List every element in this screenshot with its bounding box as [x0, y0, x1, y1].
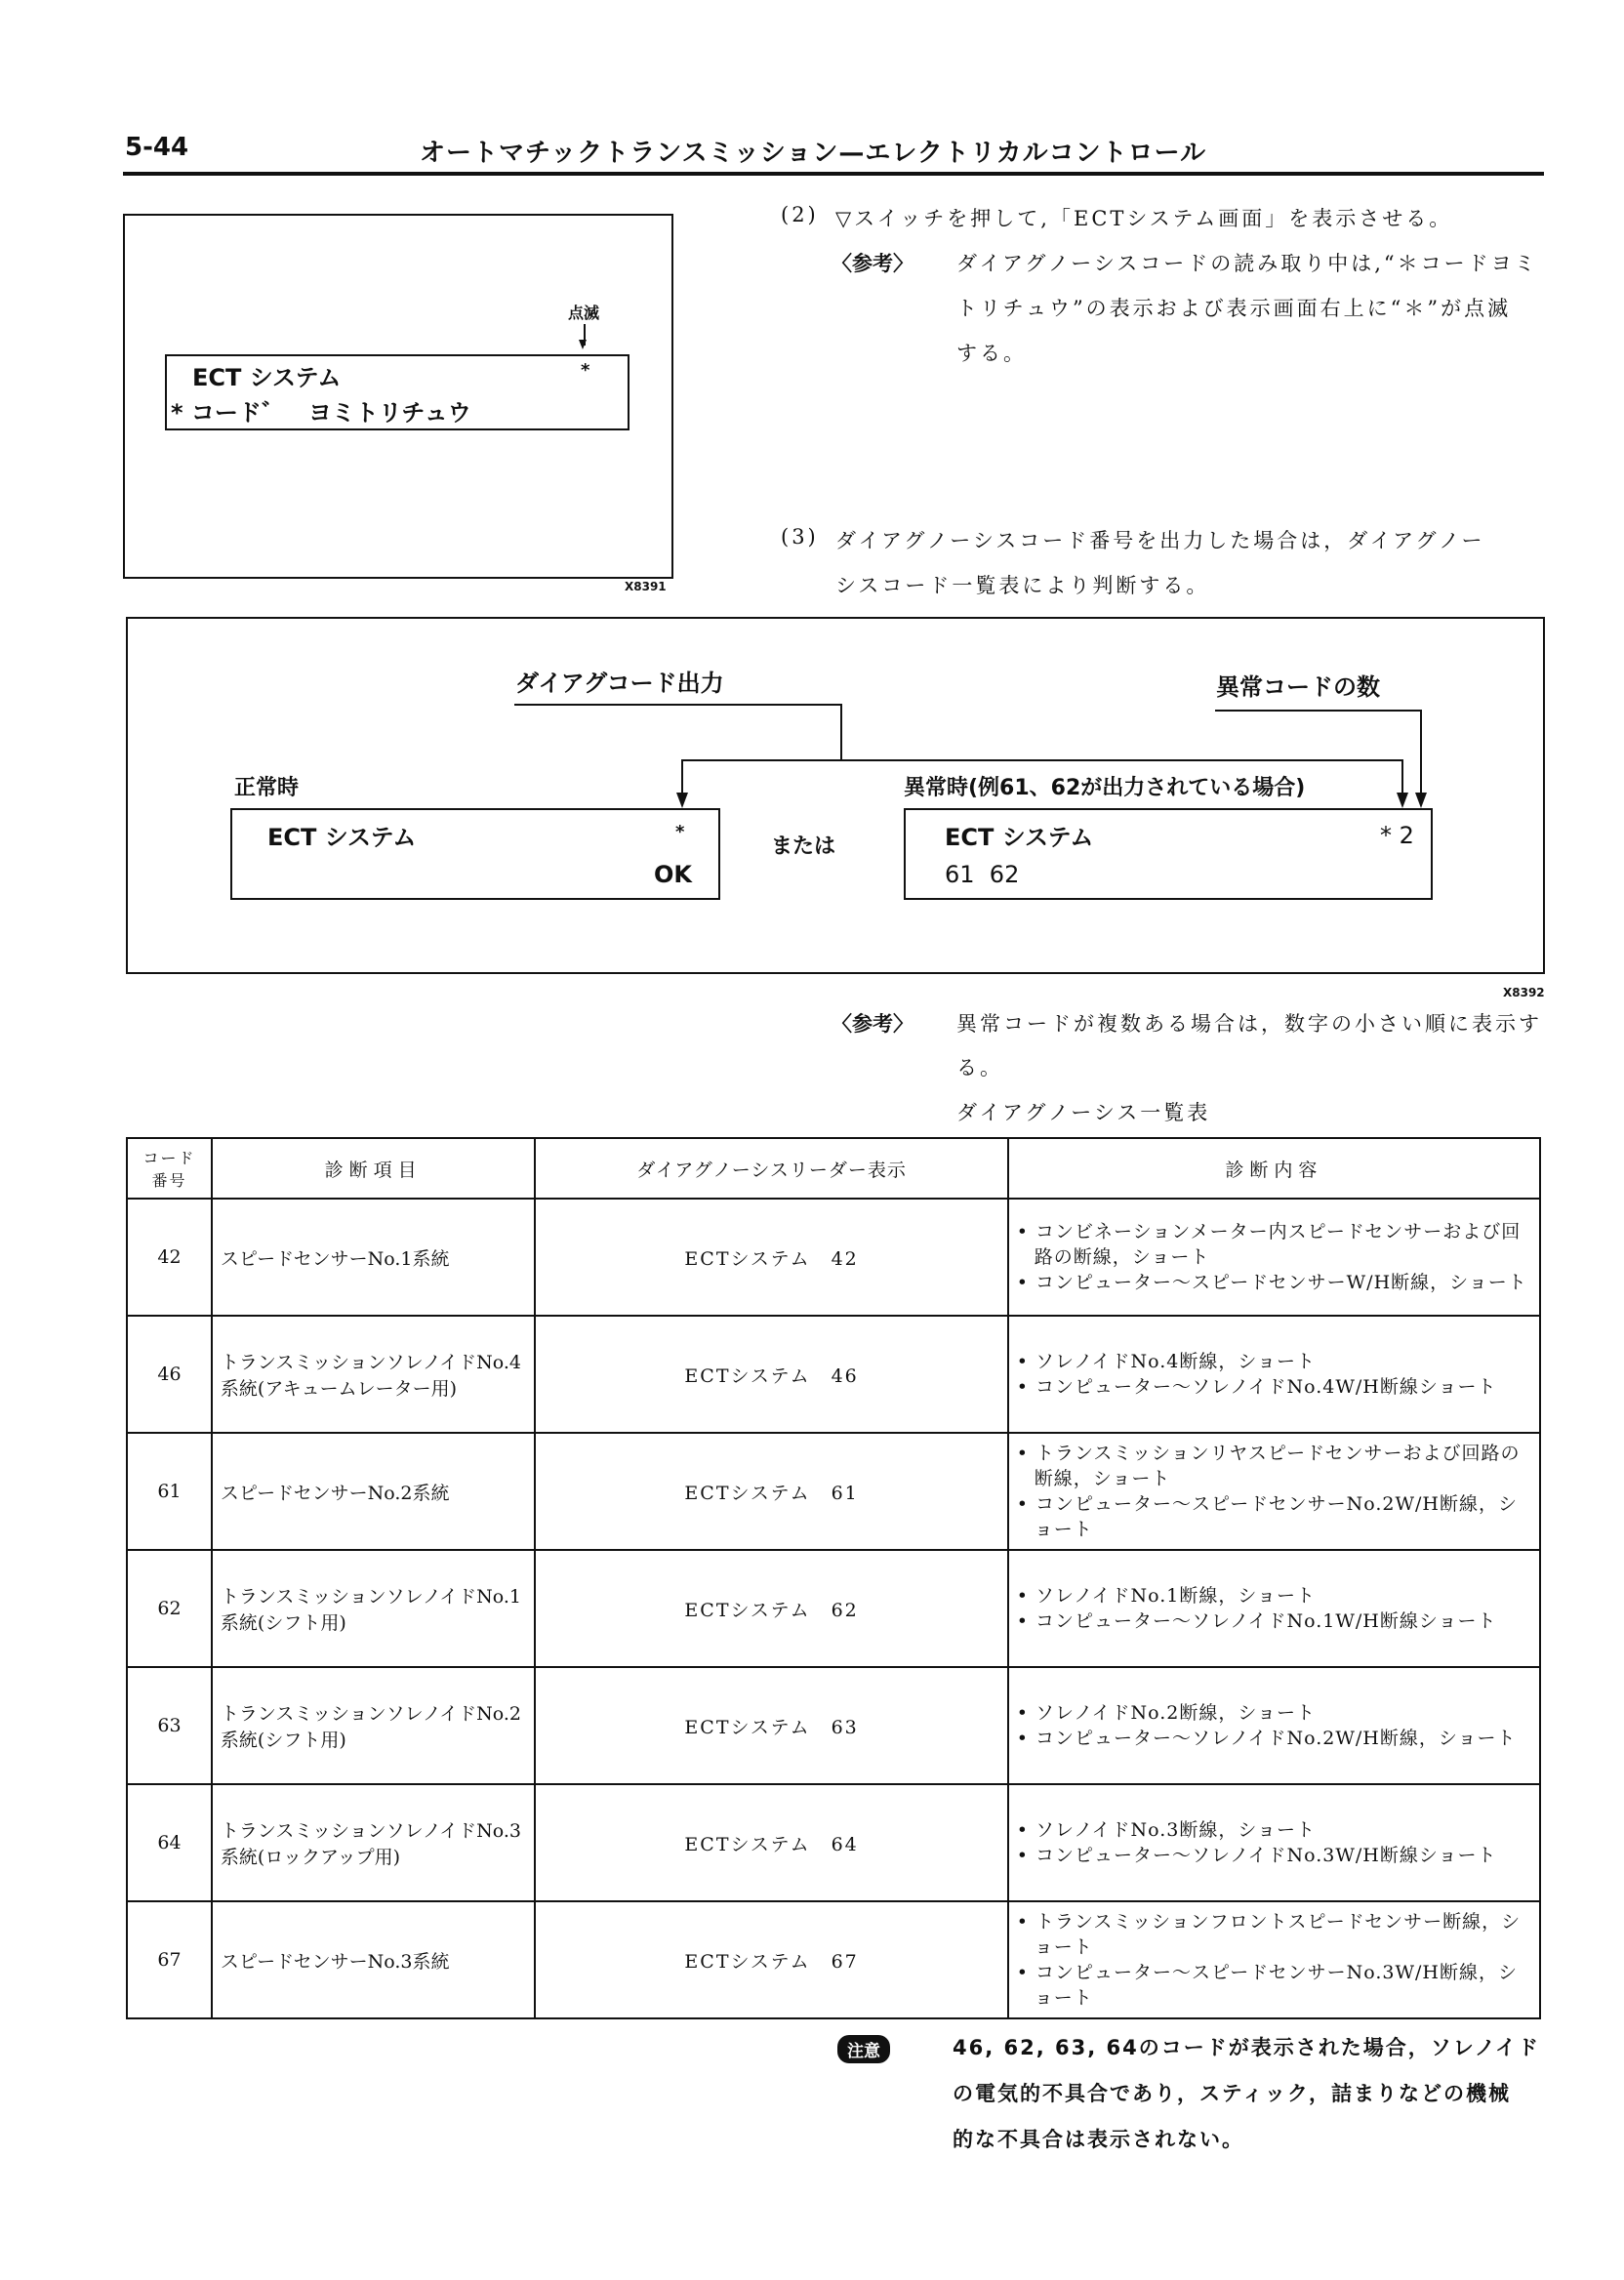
table-header-row [127, 1138, 1540, 1199]
table-row [127, 1667, 1540, 1784]
content-bullet: • ソレノイドNo.4断線，ショート [1017, 1349, 1531, 1374]
content-bullet: • コンビネーションメーター内スピードセンサーおよび回路の断線，ショート [1017, 1219, 1531, 1270]
normal-lcd [230, 808, 720, 900]
cell-code: 64 [127, 1784, 212, 1901]
note-line: 異常コードが複数ある場合は，数字の小さい順に表示す [956, 1012, 1542, 1036]
cell-reader: ECTシステム 62 [535, 1550, 1007, 1667]
normal-label: 正常時 [234, 776, 300, 800]
caution-line: 的な不具合は表示されない。 [953, 2128, 1244, 2151]
header-reader: ダイアグノーシスリーダー表示 [535, 1138, 1007, 1199]
abnormal-label: 異常時(例61、62が出力されている場合) [904, 776, 1306, 800]
note-label: 〈参考〉 [832, 252, 914, 275]
content-bullet: • コンピューター〜ソレノイドNo.4W/H断線ショート [1017, 1374, 1531, 1400]
content-bullet: • コンピューター〜ソレノイドNo.1W/H断線ショート [1017, 1608, 1531, 1634]
step3-line: ダイアグノーシスコード番号を出力した場合は，ダイアグノー [835, 529, 1485, 552]
content-list [1017, 1219, 1531, 1295]
page-title: オートマチックトランスミッション—エレクトリカルコントロール [420, 139, 1207, 168]
step2-number: (2) [781, 203, 819, 226]
lcd-mark: * [675, 822, 685, 842]
content-list [1017, 1583, 1531, 1634]
step3-line: シスコード一覧表により判断する。 [835, 574, 1210, 597]
error-count-label: 異常コードの数 [1216, 673, 1380, 701]
lcd-blink-mark: * [581, 360, 590, 381]
connector-line [681, 759, 1403, 761]
caution-line: 46, 62, 63, 64のコードが表示された場合，ソレノイド [953, 2036, 1541, 2059]
content-bullet: • コンピューター〜スピードセンサーW/H断線，ショート [1017, 1270, 1531, 1295]
table-row [127, 1901, 1540, 2018]
lcd-line1: ECT システム [192, 364, 342, 391]
cell-content [1008, 1433, 1540, 1550]
content-list [1017, 1700, 1531, 1751]
cell-code: 46 [127, 1316, 212, 1433]
cell-content [1008, 1784, 1540, 1901]
lcd-display [165, 354, 629, 430]
content-list [1017, 1349, 1531, 1400]
cell-item: トランスミッションソレノイドNo.4系統(アキュームレーター用) [212, 1316, 536, 1433]
content-bullet: • ソレノイドNo.3断線，ショート [1017, 1817, 1531, 1843]
content-bullet: • コンピューター〜ソレノイドNo.3W/H断線ショート [1017, 1843, 1531, 1868]
content-bullet: • コンピューター〜ソレノイドNo.2W/H断線，ショート [1017, 1726, 1531, 1751]
cell-content [1008, 1316, 1540, 1433]
lcd-line1: ECT システム [267, 824, 417, 851]
cell-reader: ECTシステム 61 [535, 1433, 1007, 1550]
cell-content [1008, 1667, 1540, 1784]
table-body [127, 1199, 1540, 2018]
caution-badge: 注意 [837, 2035, 890, 2063]
cell-code: 63 [127, 1667, 212, 1784]
or-label: または [771, 835, 836, 859]
note-line: る。 [956, 1056, 1003, 1079]
step2-text: ▽スイッチを押して,「ECTシステム画面」を表示させる。 [835, 207, 1453, 230]
cell-reader: ECTシステム 63 [535, 1667, 1007, 1784]
table-row [127, 1316, 1540, 1433]
lcd-line2: OK [654, 861, 692, 888]
content-bullet: • トランスミッションリヤスピードセンサーおよび回路の断線，ショート [1017, 1441, 1531, 1491]
lcd-line1: ECT システム [945, 824, 1094, 851]
cell-code: 62 [127, 1550, 212, 1667]
cell-content [1008, 1901, 1540, 2018]
cell-code: 67 [127, 1901, 212, 2018]
connector-line [514, 704, 842, 706]
lcd-mark: * 2 [1380, 822, 1414, 849]
table-row [127, 1199, 1540, 1316]
page-number: 5-44 [125, 133, 189, 162]
cell-item: トランスミッションソレノイドNo.2系統(シフト用) [212, 1667, 536, 1784]
lcd-line2: 61 62 [945, 861, 1020, 888]
content-bullet: • コンピューター〜スピードセンサーNo.2W/H断線，ショート [1017, 1491, 1531, 1542]
content-bullet: • トランスミッションフロントスピードセンサー断線，ショート [1017, 1909, 1531, 1960]
cell-reader: ECTシステム 42 [535, 1199, 1007, 1316]
connector-line [1420, 710, 1422, 799]
cell-content [1008, 1550, 1540, 1667]
arrow-down-icon [676, 793, 688, 808]
cell-reader: ECTシステム 64 [535, 1784, 1007, 1901]
step3-number: (3) [781, 525, 819, 549]
figure-id: X8392 [1503, 986, 1545, 999]
header-code: コード番号 [127, 1138, 212, 1199]
table-row [127, 1433, 1540, 1550]
table-row [127, 1550, 1540, 1667]
note-label: 〈参考〉 [832, 1012, 914, 1036]
header-rule [123, 172, 1544, 176]
arrow-down-icon [1397, 793, 1408, 808]
table-row [127, 1784, 1540, 1901]
cell-item: スピードセンサーNo.3系統 [212, 1901, 536, 2018]
cell-item: スピードセンサーNo.1系統 [212, 1199, 536, 1316]
note-line: トリチュウ”の表示および表示画面右上に“＊”が点滅 [956, 297, 1512, 320]
cell-content [1008, 1199, 1540, 1316]
content-list [1017, 1441, 1531, 1542]
connector-line [1215, 710, 1422, 712]
lcd-line2: * コード゛ ヨミトリチュウ [171, 399, 471, 427]
cell-code: 42 [127, 1199, 212, 1316]
abnormal-lcd [904, 808, 1433, 900]
content-list [1017, 1817, 1531, 1868]
header-item: 診断項目 [212, 1138, 536, 1199]
cell-item: スピードセンサーNo.2系統 [212, 1433, 536, 1550]
note-line: ダイアグノーシスコードの読み取り中は,“＊コードヨミ [956, 252, 1538, 275]
cell-item: トランスミッションソレノイドNo.3系統(ロックアップ用) [212, 1784, 536, 1901]
cell-reader: ECTシステム 46 [535, 1316, 1007, 1433]
cell-reader: ECTシステム 67 [535, 1901, 1007, 2018]
content-list [1017, 1909, 1531, 2011]
caution-line: の電気的不具合であり，スティック，詰まりなどの機械 [953, 2082, 1512, 2105]
connector-line [840, 704, 842, 761]
header-content: 診断内容 [1008, 1138, 1540, 1199]
code-output-label: ダイアグコード出力 [515, 670, 724, 697]
content-bullet: • コンピューター〜スピードセンサーNo.3W/H断線，ショート [1017, 1960, 1531, 2011]
arrow-down-icon [579, 340, 587, 349]
figure-id: X8391 [625, 580, 667, 593]
blink-label: 点滅 [568, 304, 600, 322]
content-bullet: • ソレノイドNo.1断線，ショート [1017, 1583, 1531, 1608]
cell-item: トランスミッションソレノイドNo.1系統(シフト用) [212, 1550, 536, 1667]
content-bullet: • ソレノイドNo.2断線，ショート [1017, 1700, 1531, 1726]
cell-code: 61 [127, 1433, 212, 1550]
diagnosis-table [126, 1137, 1541, 2019]
table-title: ダイアグノーシス一覧表 [956, 1101, 1211, 1124]
note-line: する。 [956, 342, 1027, 365]
arrow-down-icon [1415, 793, 1427, 808]
